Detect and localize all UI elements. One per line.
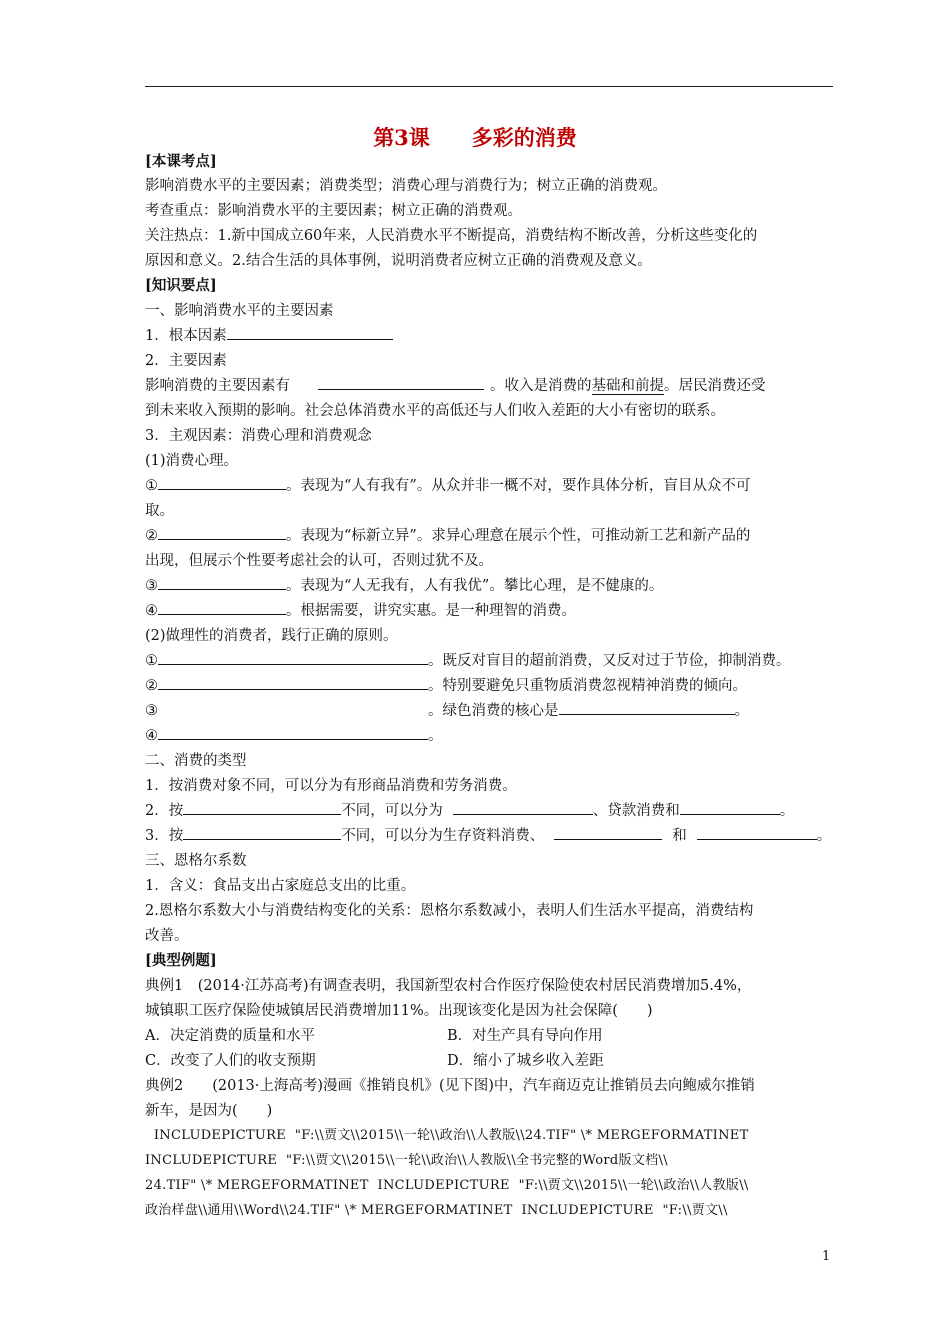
- answer-blank: [158, 725, 428, 740]
- section-heading-kaodian: [本课考点]: [145, 153, 217, 170]
- list-item: 1．含义：食品支出占家庭总支出的比重。: [145, 878, 416, 894]
- text: 。表现为“标新立异”。求异心理意在展示个性，可推动新工艺和新产品的: [286, 528, 751, 544]
- answer-blank: [227, 325, 393, 340]
- underlined-text: 基础和前提: [591, 378, 664, 394]
- text: 3．按: [145, 828, 184, 844]
- option-d: D．缩小了城乡收入差距: [447, 1053, 604, 1069]
- answer-blank: [680, 800, 780, 815]
- answer-blank: [158, 675, 428, 690]
- text: ③: [145, 703, 158, 719]
- text: ②: [145, 678, 158, 694]
- text: ③: [145, 578, 158, 594]
- list-item: [145, 575, 663, 597]
- text: 。根据需要，讲究实惠。是一种理智的消费。: [286, 603, 576, 619]
- text: ①: [145, 653, 158, 669]
- text: 不同，可以分为生存资料消费、: [341, 828, 545, 844]
- list-item: [145, 325, 393, 347]
- list-item: [145, 675, 747, 697]
- text: 。居民消费还受: [664, 378, 766, 394]
- text: 。: [779, 803, 795, 819]
- text: 。收入是消费的: [490, 378, 592, 394]
- list-item: [145, 475, 750, 497]
- text: 。绿色消费的核心是: [428, 703, 559, 719]
- answer-blank: [318, 375, 484, 390]
- answer-blank: [183, 800, 341, 815]
- list-item: (1)消费心理。: [145, 453, 239, 469]
- list-item: 2.恩格尔系数大小与消费结构变化的关系：恩格尔系数减小，表明人们生活水平提高，消费结构: [145, 903, 754, 919]
- list-item: [145, 525, 750, 547]
- section-heading-examples: [典型例题]: [145, 952, 217, 969]
- paragraph: 改善。: [145, 928, 189, 944]
- text: 影响消费的主要因素有: [145, 378, 290, 394]
- question-text: 新车，是因为( ): [145, 1103, 273, 1119]
- list-item: [145, 800, 794, 822]
- answer-blank: [183, 825, 341, 840]
- text: 。特别要避免只重物质消费忽视精神消费的倾向。: [428, 678, 747, 694]
- text: 。: [428, 728, 443, 744]
- answer-blank: [158, 475, 286, 490]
- field-code-line: 政治样盘\\通用\\Word\\24.TIF" \* MERGEFORMATINET INCLUDEPICTURE "F:\\贾文\\: [145, 1203, 728, 1218]
- field-code-line: 24.TIF" \* MERGEFORMATINET INCLUDEPICTURE "F:\\贾文\\2015\\一轮\\政治\\人教版\\: [145, 1178, 749, 1193]
- text: ④: [145, 603, 158, 619]
- paragraph: 关注热点：1.新中国成立60年来，人民消费水平不断提高，消费结构不断改善，分析这些变化的: [145, 228, 758, 244]
- field-code-line: INCLUDEPICTURE "F:\\贾文\\2015\\一轮\\政治\\人教版\\24.TIF" \* MERGEFORMATINET: [145, 1128, 749, 1143]
- list-item: 3．主观因素：消费心理和消费观念: [145, 428, 372, 444]
- subheading: 一、影响消费水平的主要因素: [145, 303, 334, 319]
- option-b: B．对生产具有导向作用: [447, 1028, 603, 1044]
- list-item: 1．按消费对象不同，可以分为有形商品消费和劳务消费。: [145, 778, 517, 794]
- text: 和: [672, 828, 687, 844]
- answer-blank: [559, 700, 735, 715]
- list-item: (2)做理性的消费者，践行正确的原则。: [145, 628, 398, 644]
- section-heading-zhishi: [知识要点]: [145, 277, 217, 294]
- option-c: C．改变了人们的收支预期: [145, 1053, 316, 1069]
- answer-blank: [554, 825, 662, 840]
- paragraph: 取。: [145, 503, 174, 519]
- answer-blank: [453, 800, 593, 815]
- list-item: 2．主要因素: [145, 353, 227, 369]
- text: 2．按: [145, 803, 184, 819]
- paragraph: [145, 375, 766, 397]
- subheading: 三、恩格尔系数: [145, 853, 247, 869]
- page-number: 1: [822, 1249, 831, 1264]
- list-item: [145, 825, 831, 847]
- question-text: 典例1 (2014·江苏高考)有调查表明，我国新型农村合作医疗保险使农村居民消费增加5.4%，: [145, 978, 752, 994]
- item-text: 1．根本因素: [145, 328, 227, 344]
- text: 、贷款消费和: [592, 803, 680, 819]
- list-item: [145, 600, 576, 622]
- header-rule: [145, 86, 833, 87]
- paragraph: 出现，但展示个性要考虑社会的认可，否则过犹不及。: [145, 553, 493, 569]
- paragraph: 原因和意义。2.结合生活的具体事例，说明消费者应树立正确的消费观及意义。: [145, 253, 652, 269]
- text: ②: [145, 528, 158, 544]
- answer-blank: [158, 650, 428, 665]
- text: 。: [734, 703, 749, 719]
- list-item: [145, 650, 791, 672]
- list-item: [145, 700, 749, 722]
- answer-blank: [158, 600, 286, 615]
- text: 。既反对盲目的超前消费，又反对过于节俭，抑制消费。: [428, 653, 791, 669]
- text: 。: [816, 828, 832, 844]
- answer-blank: [697, 825, 817, 840]
- text: 。表现为“人无我有，人有我优”。攀比心理，是不健康的。: [286, 578, 664, 594]
- answer-blank: [158, 575, 286, 590]
- question-text: 典例2 (2013·上海高考)漫画《推销良机》(见下图)中，汽车商迈克让推销员去向鲍威尔推销: [145, 1078, 755, 1094]
- paragraph: 到未来收入预期的影响。社会总体消费水平的高低还与人们收入差距的大小有密切的联系。: [145, 403, 725, 419]
- field-code-line: INCLUDEPICTURE "F:\\贾文\\2015\\一轮\\政治\\人教版\\全书完整的Word版文档\\: [145, 1153, 668, 1168]
- text: ④: [145, 728, 158, 744]
- text: 。表现为“人有我有”。从众并非一概不对，要作具体分析，盲目从众不可: [286, 478, 751, 494]
- list-item: [145, 725, 443, 747]
- option-a: A．决定消费的质量和水平: [145, 1028, 315, 1044]
- question-text: 城镇职工医疗保险使城镇居民消费增加11%。出现该变化是因为社会保障( ): [145, 1003, 653, 1019]
- paragraph: 影响消费水平的主要因素；消费类型；消费心理与消费行为；树立正确的消费观。: [145, 178, 667, 194]
- text: ①: [145, 478, 158, 494]
- answer-blank: [158, 525, 286, 540]
- paragraph: 考查重点：影响消费水平的主要因素；树立正确的消费观。: [145, 203, 522, 219]
- page-title: 第3课 多彩的消费: [373, 125, 577, 150]
- text: 不同，可以分为: [341, 803, 443, 819]
- subheading: 二、消费的类型: [145, 753, 247, 769]
